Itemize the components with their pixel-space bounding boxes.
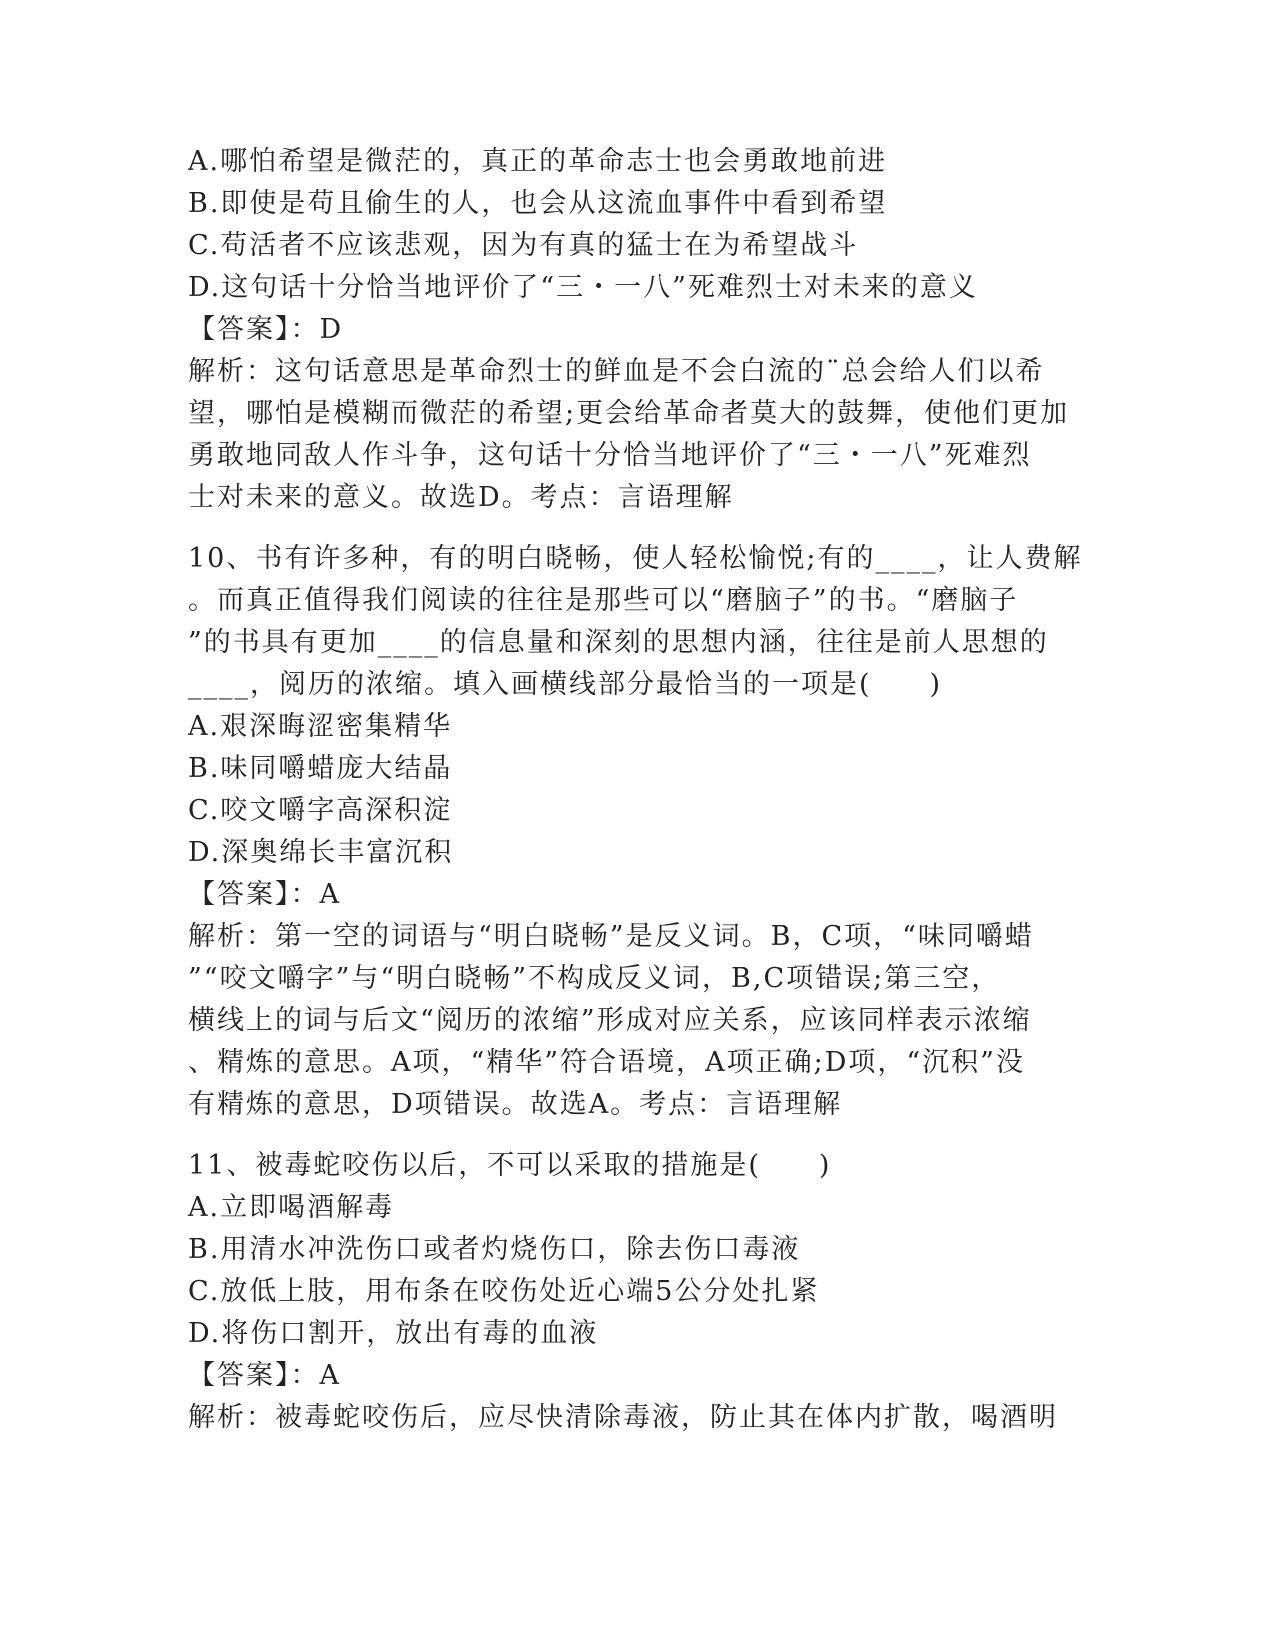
- q10-answer: 【答案】：A: [188, 879, 341, 910]
- q10-stem-line-1: 10、书有许多种，有的明白晓畅，使人轻松愉悦;有的____，让人费解: [188, 543, 1083, 574]
- q9-option-b: B.即使是苟且偷生的人，也会从这流血事件中看到希望: [188, 188, 888, 219]
- q10-analysis-line-4: 、精炼的意思。A项，“精华”符合语境，A项正确;D项，“沉积”没: [188, 1047, 1025, 1078]
- q11-stem-line-1: 11、被毒蛇咬伤以后，不可以采取的措施是( ): [188, 1150, 832, 1181]
- q10-analysis-line-3: 横线上的词与后文“阅历的浓缩”形成对应关系，应该同样表示浓缩: [188, 1005, 1032, 1036]
- q11-option-c: C.放低上肢，用布条在咬伤处近心端5公分处扎紧: [188, 1276, 820, 1307]
- q9-option-a: A.哪怕希望是微茫的，真正的革命志士也会勇敢地前进: [188, 146, 888, 177]
- q10-option-a: A.艰深晦涩密集精华: [188, 711, 453, 742]
- q11-analysis-line-1: 解析：被毒蛇咬伤后，应尽快清除毒液，防止其在体内扩散，喝酒明: [188, 1402, 1058, 1433]
- q11-option-a: A.立即喝酒解毒: [188, 1192, 395, 1223]
- q10-option-d: D.深奥绵长丰富沉积: [188, 837, 454, 868]
- q10-stem-line-3: ”的书具有更加____的信息量和深刻的思想内涵，往往是前人思想的: [188, 627, 1049, 658]
- q10-stem-line-4: ____，阅历的浓缩。填入画横线部分最恰当的一项是( ): [188, 669, 943, 700]
- q10-analysis-line-5: 有精炼的意思，D项错误。故选A。考点：言语理解: [188, 1089, 843, 1120]
- q9-answer: 【答案】：D: [188, 314, 344, 345]
- q11-option-b: B.用清水冲洗伤口或者灼烧伤口，除去伤口毒液: [188, 1234, 801, 1265]
- q11-answer: 【答案】：A: [188, 1360, 341, 1391]
- q10-analysis-line-2: ”“咬文嚼字”与“明白晓畅”不构成反义词，B,C项错误;第三空，: [188, 963, 1001, 994]
- q9-analysis-line-4: 士对未来的意义。故选D。考点：言语理解: [188, 482, 734, 513]
- q11-option-d: D.将伤口割开，放出有毒的血液: [188, 1318, 599, 1349]
- q9-analysis-line-3: 勇敢地同敌人作斗争，这句话十分恰当地评价了“三・一八”死难烈: [188, 440, 1032, 471]
- q9-option-c: C.苟活者不应该悲观，因为有真的猛士在为希望战斗: [188, 230, 859, 261]
- q9-analysis-line-1: 解析：这句话意思是革命烈士的鲜血是不会白流的¨总会给人们以希: [188, 356, 1045, 387]
- q10-stem-line-2: 。而真正值得我们阅读的往往是那些可以“磨脑子”的书。“磨脑子: [188, 585, 1019, 616]
- q10-analysis-line-1: 解析：第一空的词语与“明白晓畅”是反义词。B，C项，“味同嚼蜡: [188, 921, 1034, 952]
- q9-option-d: D.这句话十分恰当地评价了“三・一八”死难烈士对未来的意义: [188, 272, 978, 303]
- q10-option-c: C.咬文嚼字高深积淀: [188, 795, 453, 826]
- q10-option-b: B.味同嚼蜡庞大结晶: [188, 753, 453, 784]
- q9-analysis-line-2: 望，哪怕是模糊而微茫的希望;更会给革命者莫大的鼓舞，使他们更加: [188, 398, 1070, 429]
